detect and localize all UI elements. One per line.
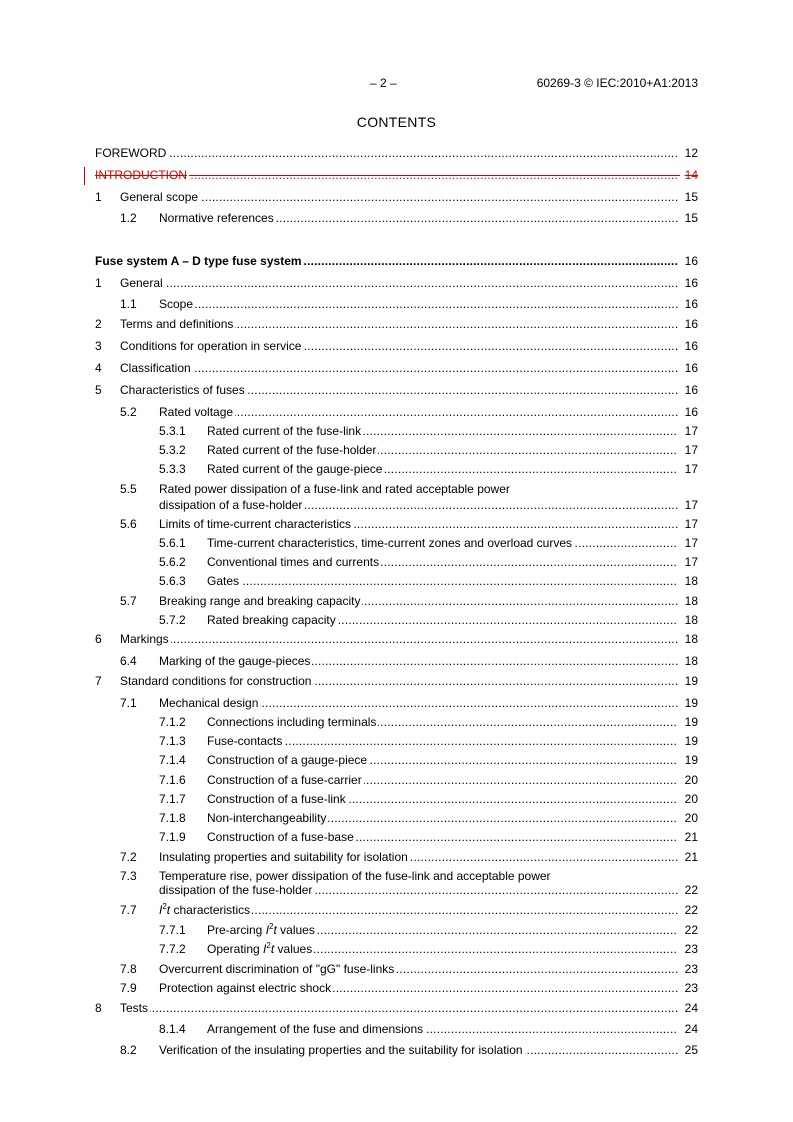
toc-entry-number: 7.2 [120, 850, 137, 864]
toc-entry-label: Classification [120, 361, 191, 375]
toc-entry-page: 20 [678, 810, 698, 826]
toc-entry-label: dissipation of a fuse-holder [159, 498, 303, 512]
toc-entry-label: Mechanical design [159, 696, 259, 710]
toc-entry-page: 16 [678, 338, 698, 354]
toc-entry-number: 5.3.3 [159, 462, 186, 476]
toc-entry-number: 5.7.2 [159, 613, 186, 627]
toc-entry-label: Fuse-contacts [207, 734, 283, 748]
toc-entry[interactable] [95, 516, 698, 532]
toc-entry-label: Overcurrent discrimination of "gG" fuse-links [159, 962, 395, 976]
toc-entry-label: General scope [120, 190, 199, 204]
toc-entry-label: Insulating properties and suitability for isolation [159, 850, 408, 864]
toc-entry-page: 17 [678, 442, 698, 458]
toc-entry-label: Non-interchangeability [207, 811, 327, 825]
toc-entry-number: 2 [95, 317, 102, 331]
toc-entry[interactable] [95, 573, 698, 589]
toc-entry-number: 1.2 [120, 211, 137, 225]
toc-entry[interactable] [95, 922, 698, 938]
toc-entry-number: 1 [95, 190, 102, 204]
toc-entry[interactable] [95, 752, 698, 768]
toc-entry-page: 17 [678, 554, 698, 570]
toc-entry-page: 17 [678, 497, 698, 513]
toc-entry[interactable] [95, 461, 698, 477]
toc-entry-page: 21 [678, 829, 698, 845]
toc-entry-page: 14 [678, 167, 698, 183]
toc-entry-page: 17 [678, 535, 698, 551]
toc-entry-label: Tests [120, 1001, 149, 1015]
toc-entry[interactable] [95, 791, 698, 807]
toc-entry-number: 8.1.4 [159, 1022, 186, 1036]
toc-entry-label: Fuse system A – D type fuse system [95, 254, 302, 268]
toc-entry-page: 20 [678, 772, 698, 788]
toc-entry[interactable] [95, 593, 698, 609]
toc-entry-number: 7.8 [120, 962, 137, 976]
toc-entry-label: Scope [159, 297, 194, 311]
toc-entry-label: Operating $I^2t$ values [207, 941, 313, 956]
toc-entry-label: General [120, 276, 163, 290]
toc-entry-page: 15 [678, 210, 698, 226]
toc-entry[interactable] [95, 849, 698, 865]
toc-entry-page: 23 [678, 961, 698, 977]
toc-entry-number: 7.9 [120, 981, 137, 995]
toc-entry-number: 5.6.3 [159, 574, 186, 588]
toc-entry[interactable] [95, 535, 698, 551]
toc-entry[interactable] [95, 980, 698, 996]
toc-entry[interactable] [95, 631, 698, 647]
toc-entry-label: Pre-arcing $I^2t$ values [207, 922, 315, 937]
toc-entry-page: 16 [678, 275, 698, 291]
toc-entry-number: 4 [95, 361, 102, 375]
toc-entry-number: 7.1.7 [159, 792, 186, 806]
toc-entry-two-line[interactable] [95, 481, 698, 513]
toc-entry-label: INTRODUCTION [95, 168, 187, 182]
toc-entry-page: 22 [678, 902, 698, 918]
toc-entry[interactable] [95, 360, 698, 376]
toc-entry[interactable] [95, 1042, 698, 1058]
toc-entry-page: 24 [678, 1021, 698, 1037]
toc-entry-number: 5.7 [120, 594, 137, 608]
toc-entry[interactable] [95, 673, 698, 689]
toc-entry-label: Construction of a fuse-link [207, 792, 346, 806]
toc-entry[interactable] [95, 210, 698, 226]
toc-entry[interactable] [95, 733, 698, 749]
toc-entry-page: 16 [678, 404, 698, 420]
toc-entry-number: 7.7 [120, 903, 137, 917]
toc-entry-page: 21 [678, 849, 698, 865]
toc-entry-number: 5 [95, 383, 102, 397]
toc-entry-label: Limits of time-current characteristics [159, 517, 352, 531]
toc-entry-foreword[interactable] [95, 145, 698, 161]
toc-entry-page: 22 [678, 922, 698, 938]
toc-entry-number: 3 [95, 339, 102, 353]
page-title: CONTENTS [356, 114, 437, 130]
toc-entry-page: 19 [678, 673, 698, 689]
toc-entry[interactable] [95, 810, 698, 826]
toc-entry-number: 8 [95, 1001, 102, 1015]
toc-entry[interactable] [95, 338, 698, 354]
toc-entry-number: 6.4 [120, 654, 137, 668]
toc-entry[interactable] [95, 772, 698, 788]
toc-entry-label: Arrangement of the fuse and dimensions [207, 1022, 424, 1036]
toc-entry[interactable] [95, 554, 698, 570]
toc-entry-label: Breaking range and breaking capacity [159, 594, 361, 608]
toc-entry-number: 8.2 [120, 1043, 137, 1057]
toc-entry-page: 23 [678, 980, 698, 996]
toc-entry-number: 7.1.2 [159, 715, 186, 729]
toc-entry-label: Time-current characteristics, time-current zones and overload curves [207, 536, 573, 550]
toc-entry-number: 5.6.2 [159, 555, 186, 569]
toc-entry-page: 19 [678, 733, 698, 749]
toc-entry-number: 5.6 [120, 517, 137, 531]
toc-entry-label: Connections including terminals [207, 715, 377, 729]
toc-entry-label: dissipation of the fuse-holder [159, 883, 313, 897]
toc-entry-label: Construction of a fuse-base [207, 830, 354, 844]
toc-entry-page: 19 [678, 714, 698, 730]
toc-entry-number: 7.3 [120, 869, 137, 883]
toc-entry-number: 6 [95, 632, 102, 646]
toc-entry-page: 15 [678, 189, 698, 205]
toc-entry-label: Gates [207, 574, 240, 588]
toc-entry-label: Characteristics of fuses [120, 383, 245, 397]
toc-entry-page: 18 [678, 593, 698, 609]
toc-entry[interactable] [95, 941, 698, 957]
toc-entry-number: 7.1.3 [159, 734, 186, 748]
toc-entry-label: Construction of a gauge-piece [207, 753, 368, 767]
toc-entry-page: 20 [678, 791, 698, 807]
toc-entry-page: 12 [678, 145, 698, 161]
toc-entry[interactable] [95, 714, 698, 730]
toc-entry-fuse-system-a[interactable] [95, 253, 698, 269]
toc-entry-number: 5.2 [120, 405, 137, 419]
toc-entry-number: 5.5 [120, 482, 137, 496]
toc-entry-label: Marking of the gauge-pieces [159, 654, 311, 668]
toc-entry[interactable] [95, 829, 698, 845]
toc-entry[interactable] [95, 902, 698, 918]
toc-entry-label: Conventional times and currents [207, 555, 380, 569]
toc-entry-page: 16 [678, 360, 698, 376]
toc-entry-page: 16 [678, 253, 698, 269]
toc-entry[interactable] [95, 316, 698, 332]
toc-entry-label: Protection against electric shock [159, 981, 332, 995]
toc-entry-page: 18 [678, 631, 698, 647]
toc-entry[interactable] [95, 695, 698, 711]
document-id: 60269-3 © IEC:2010+A1:2013 [536, 76, 698, 90]
toc-entry-page: 18 [678, 573, 698, 589]
toc-entry[interactable] [95, 442, 698, 458]
toc-entry-number: 7.1.9 [159, 830, 186, 844]
toc-entry[interactable] [95, 653, 698, 669]
toc-entry-label-line1: Rated power dissipation of a fuse-link and rated acceptable power [159, 482, 510, 496]
toc-entry-number: 5.6.1 [159, 536, 186, 550]
toc-entry-number: 1.1 [120, 297, 137, 311]
toc-entry-label: Terms and definitions [120, 317, 234, 331]
toc-entry-number: 7.7.2 [159, 942, 186, 956]
toc-entry[interactable] [95, 1021, 698, 1037]
toc-entry-page: 17 [678, 516, 698, 532]
toc-entry-label: Rated current of the fuse-link [207, 424, 362, 438]
toc-entry[interactable] [95, 275, 698, 291]
toc-entry-page: 19 [678, 752, 698, 768]
toc-entry-number: 1 [95, 276, 102, 290]
toc-entry-label: Rated current of the fuse-holder [207, 443, 377, 457]
toc-entry-page: 17 [678, 461, 698, 477]
toc-entry[interactable] [95, 296, 698, 312]
toc-entry-label-line1: Temperature rise, power dissipation of the fuse-link and acceptable power [159, 869, 551, 883]
toc-entry-label: Rated current of the gauge-piece [207, 462, 383, 476]
toc-entry-label: Normative references [159, 211, 274, 225]
toc-entry-label: Conditions for operation in service [120, 339, 302, 353]
toc-entry-page: 16 [678, 382, 698, 398]
toc-entry-label: Standard conditions for construction [120, 674, 312, 688]
toc-entry[interactable] [95, 961, 698, 977]
toc-entry[interactable] [95, 612, 698, 628]
toc-entry-page: 22 [678, 882, 698, 898]
toc-entry-page: 18 [678, 612, 698, 628]
toc-entry-number: 5.3.1 [159, 424, 186, 438]
toc-entry[interactable] [95, 382, 698, 398]
toc-entry-number: 7.1.4 [159, 753, 186, 767]
toc-entry-label: $I^2t$ characteristics [159, 902, 251, 917]
toc-entry-label: Verification of the insulating properties and the suitability for isolation [159, 1043, 523, 1057]
page-number: – 2 – [370, 76, 397, 90]
toc-entry-number: 7.1 [120, 696, 137, 710]
toc-entry-number: 5.3.2 [159, 443, 186, 457]
toc-entry-label: FOREWORD [95, 146, 167, 160]
toc-entry-label: Markings [120, 632, 169, 646]
toc-entry-label: Construction of a fuse-carrier [207, 773, 362, 787]
toc-entry-two-line[interactable] [95, 868, 698, 900]
toc-entry-number: 7.1.8 [159, 811, 186, 825]
toc-entry-page: 19 [678, 695, 698, 711]
toc-entry-page: 16 [678, 296, 698, 312]
toc-entry-number: 7.1.6 [159, 773, 186, 787]
toc-entry-page: 23 [678, 941, 698, 957]
toc-entry[interactable] [95, 423, 698, 439]
toc-entry-page: 25 [678, 1042, 698, 1058]
toc-entry-page: 18 [678, 653, 698, 669]
toc-entry-label: Rated voltage [159, 405, 234, 419]
toc-entry-number: 7 [95, 674, 102, 688]
toc-entry-page: 16 [678, 316, 698, 332]
revision-change-bar [84, 167, 85, 185]
toc-entry-page: 24 [678, 1000, 698, 1016]
toc-entry[interactable] [95, 404, 698, 420]
toc-entry-number: 7.7.1 [159, 923, 186, 937]
toc-entry[interactable] [95, 189, 698, 205]
page-header [95, 76, 698, 94]
toc-entry[interactable] [95, 1000, 698, 1016]
toc-entry-page: 17 [678, 423, 698, 439]
toc-entry-label: Rated breaking capacity [207, 613, 336, 627]
